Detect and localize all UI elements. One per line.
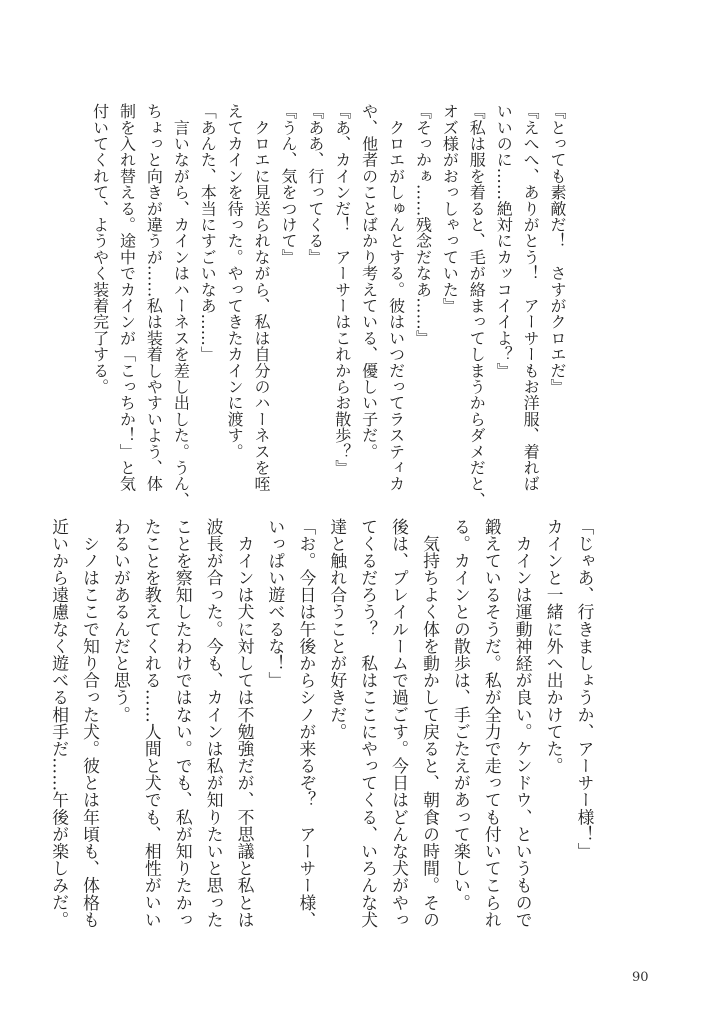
text-line: シノはここで知り合った犬。彼とは年頃も、体格も xyxy=(80,518,101,929)
text-line: 『とっても素敵だ！ さすがクロエだ』 xyxy=(548,103,567,395)
text-line: 気持ちよく体を動かして戻ると、朝食の時間。その xyxy=(420,518,441,929)
page-number: 90 xyxy=(632,970,649,985)
text-line: 鍛えているそうだ。私が全力で走っても付いてこられ xyxy=(482,518,503,929)
text-line: 『えへへ、ありがとう！ アーサーもお洋服、着れば xyxy=(521,103,541,492)
text-line: カインは運動神経が良い。ケンドウ、というもので xyxy=(513,518,534,929)
text-line: る。カインとの散歩は、手ごたえがあって楽しい。 xyxy=(451,518,472,912)
text-line: 波長が合った。今も、カインは私が知りたいと思った xyxy=(204,518,225,929)
text-line: オズ様がおっしゃっていた』 xyxy=(440,103,460,314)
text-line: クロエがしゅんとする。彼はいつだってラスティカ xyxy=(386,103,406,492)
text-line: 『うん、気をつけて』 xyxy=(278,103,298,265)
text-line: 「じゃあ、行きましょうか、アーサー様！」 xyxy=(575,518,595,860)
text-line: 制を入れ替える。途中でカインが「こっちか！」と気 xyxy=(117,103,137,492)
text-line: 「お。今日は午後からシノが来るぞ？ アーサー様、 xyxy=(296,518,317,929)
text-line: ことを察知したわけではない。でも、私が知りたかっ xyxy=(173,518,194,929)
text-line: 後は、プレイルームで過ごす。今日はどんな犬がやっ xyxy=(389,518,410,929)
text-line: てくるだろう？ 私はここにやってくる、いろんな犬 xyxy=(358,518,379,929)
lower-text-block xyxy=(44,518,600,932)
text-line: カインと一緒に外へ出かけてた。 xyxy=(544,518,565,775)
text-line: 言いながら、カインはハーネスを差し出した。うん、 xyxy=(171,103,191,508)
text-line: 達と触れ合うことが好きだ。 xyxy=(327,518,348,741)
text-line: ちょっと向きが違うが……私は装着しやすいよう、体 xyxy=(144,103,164,492)
text-line: いいのに……絶対にカッコイイよ？』 xyxy=(494,103,514,379)
text-line: クロエに見送られながら、私は自分のハーネスを咥 xyxy=(252,103,272,492)
text-line: 『私は服を着ると、毛が絡まってしまうからダメだと、 xyxy=(467,103,487,508)
upper-text-block xyxy=(86,103,570,508)
text-line: わるいがあるんだと思う。 xyxy=(111,518,132,724)
text-line: えてカインを待った。やってきたカインに渡す。 xyxy=(225,103,245,460)
text-line: 近いから遠慮なく遊べる相手だ……午後が楽しみだ。 xyxy=(49,518,70,929)
text-line: 『ああ、行ってくる』 xyxy=(305,103,325,265)
text-line: カインは犬に対しては不勉強だが、不思議と私とは xyxy=(235,518,256,929)
text-line: 「あんた、本当にすごいなあ……」 xyxy=(198,103,218,363)
text-line: 『そっかぁ……残念だなあ……』 xyxy=(413,103,433,346)
text-line: たことを教えてくれる……人間と犬でも、相性がいい xyxy=(142,518,163,929)
text-line: 付いてくれて、ようやく装着完了する。 xyxy=(90,103,110,395)
text-line: や、他者のことばかり考えている、優しい子だ。 xyxy=(359,103,379,460)
text-line: 『あ、カインだ！ アーサーはこれからお散歩？』 xyxy=(332,103,352,476)
text-line: いっぱい遊べるな！」 xyxy=(265,518,286,689)
